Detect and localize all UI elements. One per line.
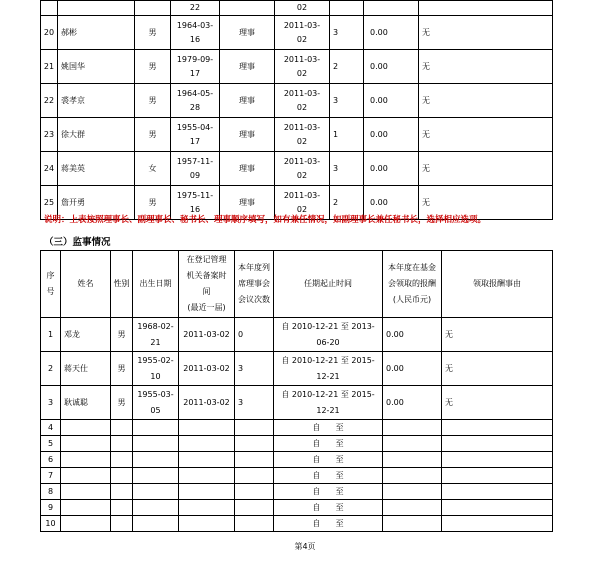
director-sex: 男 [135,118,171,152]
table-row [41,50,553,84]
table-row [41,318,553,352]
director-position: 理事 [220,186,275,220]
director-position: 理事 [220,84,275,118]
term-cell: 自 至 [274,484,383,500]
meeting-count: 2 [330,50,364,84]
birth-date-cell: 1968-02- 21 [133,318,179,352]
row-number: 4 [41,420,61,436]
pay-amount: 0.00 [364,152,419,186]
row-number: 2 [41,352,61,386]
table-row [41,436,553,452]
pay-reason: 无 [419,84,553,118]
directors-table [40,0,553,220]
pay-reason: 无 [419,118,553,152]
table-row [41,152,553,186]
director-name: 郝彬 [58,16,135,50]
table-row [41,352,553,386]
supervisor-name: 蒋天仕 [61,352,111,386]
director-sex: 男 [135,186,171,220]
director-name: 蒋美英 [58,152,135,186]
registration-date-cell: 2011-03- 02 [275,84,330,118]
birth-date-cell: 1955-04- 17 [171,118,220,152]
row-number: 5 [41,436,61,452]
row-number: 1 [41,318,61,352]
header-pay-reason: 领取报酬事由 [442,251,553,318]
birth-date-cell: 1964-05- 28 [171,84,220,118]
director-sex: 男 [135,84,171,118]
header-name: 姓名 [61,251,111,318]
registration-date-cell: 2011-03- 02 [275,16,330,50]
pay-amount: 0.00 [364,16,419,50]
director-position: 理事 [220,118,275,152]
pay-amount: 0.00 [364,84,419,118]
row-number: 3 [41,386,61,420]
supervisor-sex: 男 [111,352,133,386]
term-cell: 自 至 [274,516,383,532]
pay-reason: 无 [419,50,553,84]
meeting-count: 3 [235,386,274,420]
meeting-count: 3 [330,16,364,50]
birth-date-cell: 1955-02- 10 [133,352,179,386]
registration-date-cell: 2011-03-02 [179,352,235,386]
term-cell: 自 2010-12-21 至 2013- 06-20 [274,318,383,352]
header-sex: 性别 [111,251,133,318]
table-row [41,1,553,16]
row-number: 25 [41,186,58,220]
row-number: 23 [41,118,58,152]
row-number: 22 [41,84,58,118]
table-row [41,420,553,436]
pay-amount: 0.00 [364,50,419,84]
birth-date-cell: 1955-03- 05 [133,386,179,420]
director-sex: 女 [135,152,171,186]
term-cell: 自 至 [274,500,383,516]
supervisor-name: 耿诚聪 [61,386,111,420]
pay-amount: 0.00 [383,352,442,386]
birth-date-cell: 1964-03- 16 [171,16,220,50]
term-cell: 自 至 [274,468,383,484]
meeting-count: 1 [330,118,364,152]
birth-date-cell: 1979-09- 17 [171,50,220,84]
table-row [41,16,553,50]
term-cell: 自 2010-12-21 至 2015- 12-21 [274,352,383,386]
registration-date-cell: 2011-03- 02 [275,152,330,186]
pay-reason: 无 [442,386,553,420]
director-sex: 男 [135,16,171,50]
table-note: 说明：上表按照理事长、副理事长、秘书长、理事顺序填写，如有兼任情况，如副理事长兼任秘书长，选择相应选项。 [44,215,487,225]
director-position: 理事 [220,152,275,186]
meeting-count: 3 [235,352,274,386]
page-number: 第4页 [294,542,316,551]
pay-amount: 0.00 [383,386,442,420]
registration-date-cell: 02 [275,1,330,16]
supervisor-name: 邓龙 [61,318,111,352]
header-number: 序号 [41,251,61,318]
row-number: 7 [41,468,61,484]
pay-reason: 无 [419,186,553,220]
pay-reason: 无 [442,318,553,352]
row-number: 10 [41,516,61,532]
term-cell: 自 2010-12-21 至 2015- 12-21 [274,386,383,420]
section-title: （三）监事情况 [44,237,111,248]
supervisors-table [40,250,553,532]
pay-reason: 无 [419,152,553,186]
director-name: 姚国华 [58,50,135,84]
director-sex: 男 [135,50,171,84]
registration-date-cell: 2011-03- 02 [275,186,330,220]
row-number: 20 [41,16,58,50]
table-row [41,468,553,484]
meeting-count: 0 [235,318,274,352]
supervisor-sex: 男 [111,386,133,420]
row-number: 9 [41,500,61,516]
pay-amount: 0.00 [364,186,419,220]
birth-date-cell: 22 [171,1,220,16]
header-pay: 本年度在基金 会领取的报酬 (人民币元) [383,251,442,318]
supervisor-sex: 男 [111,318,133,352]
meeting-count: 3 [330,84,364,118]
director-position: 理事 [220,16,275,50]
registration-date-cell: 2011-03-02 [179,318,235,352]
pay-amount: 0.00 [364,118,419,152]
table-row [41,118,553,152]
director-name: 裘孝京 [58,84,135,118]
director-position: 理事 [220,50,275,84]
pay-reason: 无 [442,352,553,386]
header-registration-date: 在登记管理 机关备案时 间 (最近一届) [179,251,235,318]
table-row [41,386,553,420]
director-name: 徐大群 [58,118,135,152]
meeting-count: 3 [330,152,364,186]
table-row [41,452,553,468]
row-number: 21 [41,50,58,84]
birth-date-cell: 1957-11- 09 [171,152,220,186]
header-meeting-count: 本年度列 席理事会 会议次数 [235,251,274,318]
term-cell: 自 至 [274,452,383,468]
registration-date-cell: 2011-03-02 [179,386,235,420]
table-header-row [41,251,553,318]
table-row [41,500,553,516]
birth-date-cell: 1975-11- 16 [171,186,220,220]
director-name: 詹开勇 [58,186,135,220]
registration-date-cell: 2011-03- 02 [275,118,330,152]
header-birth-date: 出生日期 [133,251,179,318]
table-row [41,84,553,118]
pay-amount: 0.00 [383,318,442,352]
pay-reason: 无 [419,16,553,50]
table-row [41,484,553,500]
table-row [41,516,553,532]
header-term: 任期起止时间 [274,251,383,318]
row-number: 6 [41,452,61,468]
meeting-count: 2 [330,186,364,220]
row-number: 24 [41,152,58,186]
term-cell: 自 至 [274,436,383,452]
term-cell: 自 至 [274,420,383,436]
row-number: 8 [41,484,61,500]
registration-date-cell: 2011-03- 02 [275,50,330,84]
